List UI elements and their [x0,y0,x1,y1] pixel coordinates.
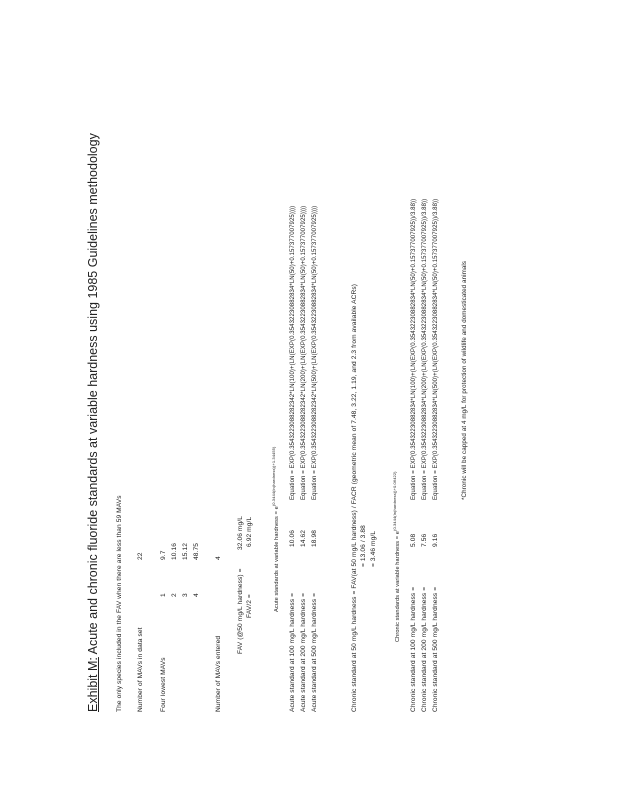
num-mavs-entered-value: 4 [215,556,222,560]
fav-value: 32.06 mg/L [237,516,244,550]
mav-rank: 2 [171,593,178,597]
chronic-row-label: Chronic standard at 500 mg/L hardness = [432,586,439,712]
acute-row-equation: Equation = EXP(0.3543223088282342*LN(500)+(LN(EXP(0.35432230882834*LN(50)+0.157377007925)))) [312,205,318,500]
fav2-value: 6.92 mg/L [246,516,253,547]
exhibit-title [87,133,100,712]
chronic-row-label: Chronic standard at 100 mg/L hardness = [410,586,417,712]
mav-value: 10.16 [171,542,178,560]
chronic-row-value: 9.16 [432,533,439,547]
mav-value: 15.12 [182,542,189,560]
num-mavs-entered-label: Number of MAVs entered [215,635,222,712]
chronic-row-value: 5.08 [410,533,417,547]
acute-row-value: 18.98 [311,529,318,547]
four-lowest-mavs-label: Four lowest MAVs [160,657,167,712]
chronic-heading-text: Chronic standards at variable hardness = e [395,530,401,642]
num-mavs-value: 22 [137,552,144,560]
chronic-heading [393,471,402,642]
chronic-row-equation: Equation = EXP(0.35432230882834*LN(500)+(LN(EXP(0.35432230882834*LN(50)+0.157377007925))/3.88)) [433,198,439,500]
num-mavs-label: Number of MAVs in data set [137,627,144,712]
acute-heading-exponent: (0.3444(ln(hardness))+1.34455) [271,446,276,507]
intro-line: The only species included in the FAV when there are less than 59 MAVs [116,495,123,712]
chronic-calc-1: = 13.06 / 3.88 [360,525,367,567]
acute-row-label: Acute standard at 200 mg/L hardness = [300,592,307,712]
acute-row-value: 10.06 [289,529,296,547]
chronic-row-equation: Equation = EXP(0.35432230882834*LN(100)+(LN(EXP(0.35432230882834*LN(50)+0.157377007925))/3.88)) [411,198,417,500]
chronic-standard-line: Chronic standard at 50 mg/L hardness = FAV(at 50 mg/L hardness) / FACR (geometric mean of 7.48, 3.22, 1.19, and 2.3 from available ACRs) [351,283,358,712]
fav2-label: FAV/2 = [246,594,253,618]
exhibit-title-text: Acute and chronic fluoride standards at variable hardness using 1985 Guidelines methodology [86,133,100,658]
mav-rank: 4 [193,593,200,597]
footnote: *Chronic will be capped at 4 mg/L for protection of wildlife and domesticated animals [461,260,468,500]
chronic-row-label: Chronic standard at 200 mg/L hardness = [421,586,428,712]
acute-row-equation: Equation = EXP(0.3543223088282342*LN(100)+(LN(EXP(0.35432230882834*LN(50)+0.157377007925)))) [290,205,296,500]
mav-rank: 3 [182,593,189,597]
mav-value: 48.75 [193,542,200,560]
acute-row-equation: Equation = EXP(0.3543223088282342*LN(200)+(LN(EXP(0.35432230882834*LN(50)+0.157377007925)))) [301,205,307,500]
fav-label: FAV (@50 mg/L hardness) = [237,568,244,654]
acute-row-value: 14.62 [300,529,307,547]
chronic-row-value: 7.56 [421,533,428,547]
chronic-row-equation: Equation = EXP(0.35432230882834*LN(200)+(LN(EXP(0.35432230882834*LN(50)+0.157377007925))/3.88)) [422,198,428,500]
mav-rank: 1 [160,593,167,597]
acute-heading-text: Acute standards at variable hardness = e [274,506,280,612]
chronic-heading-exponent: (0.3444(ln(hardness))+0.06422) [392,471,397,531]
acute-row-label: Acute standard at 100 mg/L hardness = [289,592,296,712]
mav-value: 9.7 [160,550,167,560]
chronic-calc-2: = 3.46 mg/L [370,530,377,567]
acute-heading [272,447,281,612]
acute-row-label: Acute standard at 500 mg/L hardness = [311,592,318,712]
exhibit-label: Exhibit M: [86,657,100,712]
